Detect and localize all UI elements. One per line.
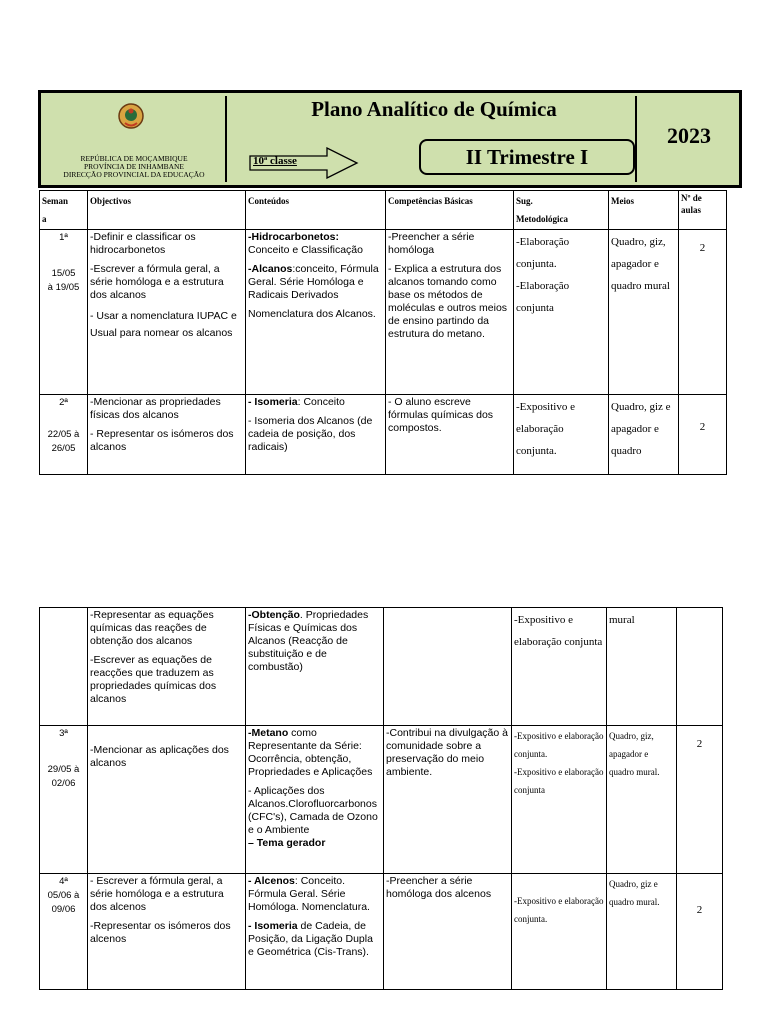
methodology-cell: -Expositivo e elaboração conjunta. -Expositivo e elaboração conjunta [512, 726, 607, 874]
table-header-row [40, 191, 727, 230]
table-row [40, 608, 723, 726]
province-name: PROVÍNCIA DE INHAMBANE [83, 162, 184, 171]
col-lessons: Nº de aulas [679, 191, 727, 230]
week-cell: 4ª 05/06 à 09/06 [40, 874, 88, 990]
document-header [38, 90, 742, 188]
methodology-cell: -Expositivo e elaboração conjunta [512, 608, 607, 726]
republic-name: REPÚBLICA DE MOÇAMBIQUE [80, 154, 188, 163]
means-cell: Quadro, giz, apagador e quadro mural. [607, 726, 677, 874]
objectives-cell: - Escrever a fórmula geral, a série homóloga e a estrutura dos alcenos -Representar os isómeros dos alcenos [88, 874, 246, 990]
methodology-cell: -Elaboração conjunta. -Elaboração conjunta [514, 230, 609, 395]
means-cell: Quadro, giz, apagador e quadro mural [609, 230, 679, 395]
means-cell: Quadro, giz e apagador e quadro [609, 395, 679, 475]
col-week: Seman a [40, 191, 88, 230]
lessons-cell: 2 [679, 230, 727, 395]
plan-table-part1 [39, 190, 727, 475]
objectives-cell: -Mencionar as aplicações dos alcanos [88, 726, 246, 874]
document-title: Plano Analítico de Química [311, 97, 557, 121]
col-competences: Competências Básicas [386, 191, 514, 230]
direction-name: DIRECÇÃO PROVINCIAL DA EDUCAÇÃO [63, 170, 205, 179]
competences-cell: -Preencher a série homóloga - Explica a estrutura dos alcanos tomando como base os métodos de moléculas e outros meios de ensino partindo da estrutura do metano. [386, 230, 514, 395]
col-methodology: Sug. Metodológica [514, 191, 609, 230]
trimester-box: II Trimestre I [419, 139, 635, 175]
contents-cell: -Hidrocarbonetos: Conceito e Classificação -Alcanos:conceito, Fórmula Geral. Série Homóloga e Radicais Derivados Nomenclatura dos Alcanos. [246, 230, 386, 395]
week-cell: 3ª 29/05 à 02/06 [40, 726, 88, 874]
methodology-cell: -Expositivo e elaboração conjunta. [514, 395, 609, 475]
competences-cell: -Preencher a série homóloga dos alcenos [384, 874, 512, 990]
year-label: 2023 [667, 123, 711, 148]
week-cell: 1ª 15/05 à 19/05 [40, 230, 88, 395]
competences-cell [384, 608, 512, 726]
week-cell: 2ª 22/05 à 26/05 [40, 395, 88, 475]
methodology-cell: -Expositivo e elaboração conjunta. [512, 874, 607, 990]
contents-cell: - Alcenos: Conceito. Fórmula Geral. Série Homóloga. Nomenclatura. - Isomeria de Cadeia, de Posição, da Ligação Dupla e Geométrica (Cis-Trans). [246, 874, 384, 990]
week-cell [40, 608, 88, 726]
competences-cell: -Contribui na divulgação à comunidade sobre a preservação do meio ambiente. [384, 726, 512, 874]
competences-cell: - O aluno escreve fórmulas químicas dos compostos. [386, 395, 514, 475]
col-objectives: Objectivos [88, 191, 246, 230]
mozambique-emblem-icon [116, 101, 146, 131]
contents-cell: - Isomeria: Conceito - Isomeria dos Alcanos (de cadeia de posição, dos radicais) [246, 395, 386, 475]
institution-block [41, 155, 227, 179]
means-cell: mural [607, 608, 677, 726]
lessons-cell: 2 [677, 726, 723, 874]
objectives-cell: -Representar as equações químicas das reações de obtenção dos alcanos -Escrever as equações de reacções que traduzem as propriedades químicas dos alcanos [88, 608, 246, 726]
lessons-cell [677, 608, 723, 726]
class-label: 10ª classe [253, 155, 297, 167]
contents-cell: -Obtenção. Propriedades Físicas e Químicas dos Alcanos (Reacção de substituição e de combustão) [246, 608, 384, 726]
lessons-cell: 2 [677, 874, 723, 990]
contents-cell: -Metano como Representante da Série: Ocorrência, obtenção, Propriedades e Aplicações - Aplicações dos Alcanos.Clorofluorcarbonos (CFC's), Camada de Ozono e o Ambiente – Tema gerador [246, 726, 384, 874]
means-cell: Quadro, giz e quadro mural. [607, 874, 677, 990]
plan-table-part2 [39, 607, 723, 990]
objectives-cell: -Mencionar as propriedades físicas dos alcanos - Representar os isómeros dos alcanos [88, 395, 246, 475]
table-row [40, 874, 723, 990]
table-row [40, 726, 723, 874]
table-row [40, 395, 727, 475]
lessons-cell: 2 [679, 395, 727, 475]
col-contents: Conteúdos [246, 191, 386, 230]
table-row [40, 230, 727, 395]
col-means: Meios [609, 191, 679, 230]
objectives-cell: -Definir e classificar os hidrocarbonetos -Escrever a fórmula geral, a série homóloga e a estrutura dos alcanos - Usar a nomenclatura IUPAC e Usual para nomear os alcanos [88, 230, 246, 395]
